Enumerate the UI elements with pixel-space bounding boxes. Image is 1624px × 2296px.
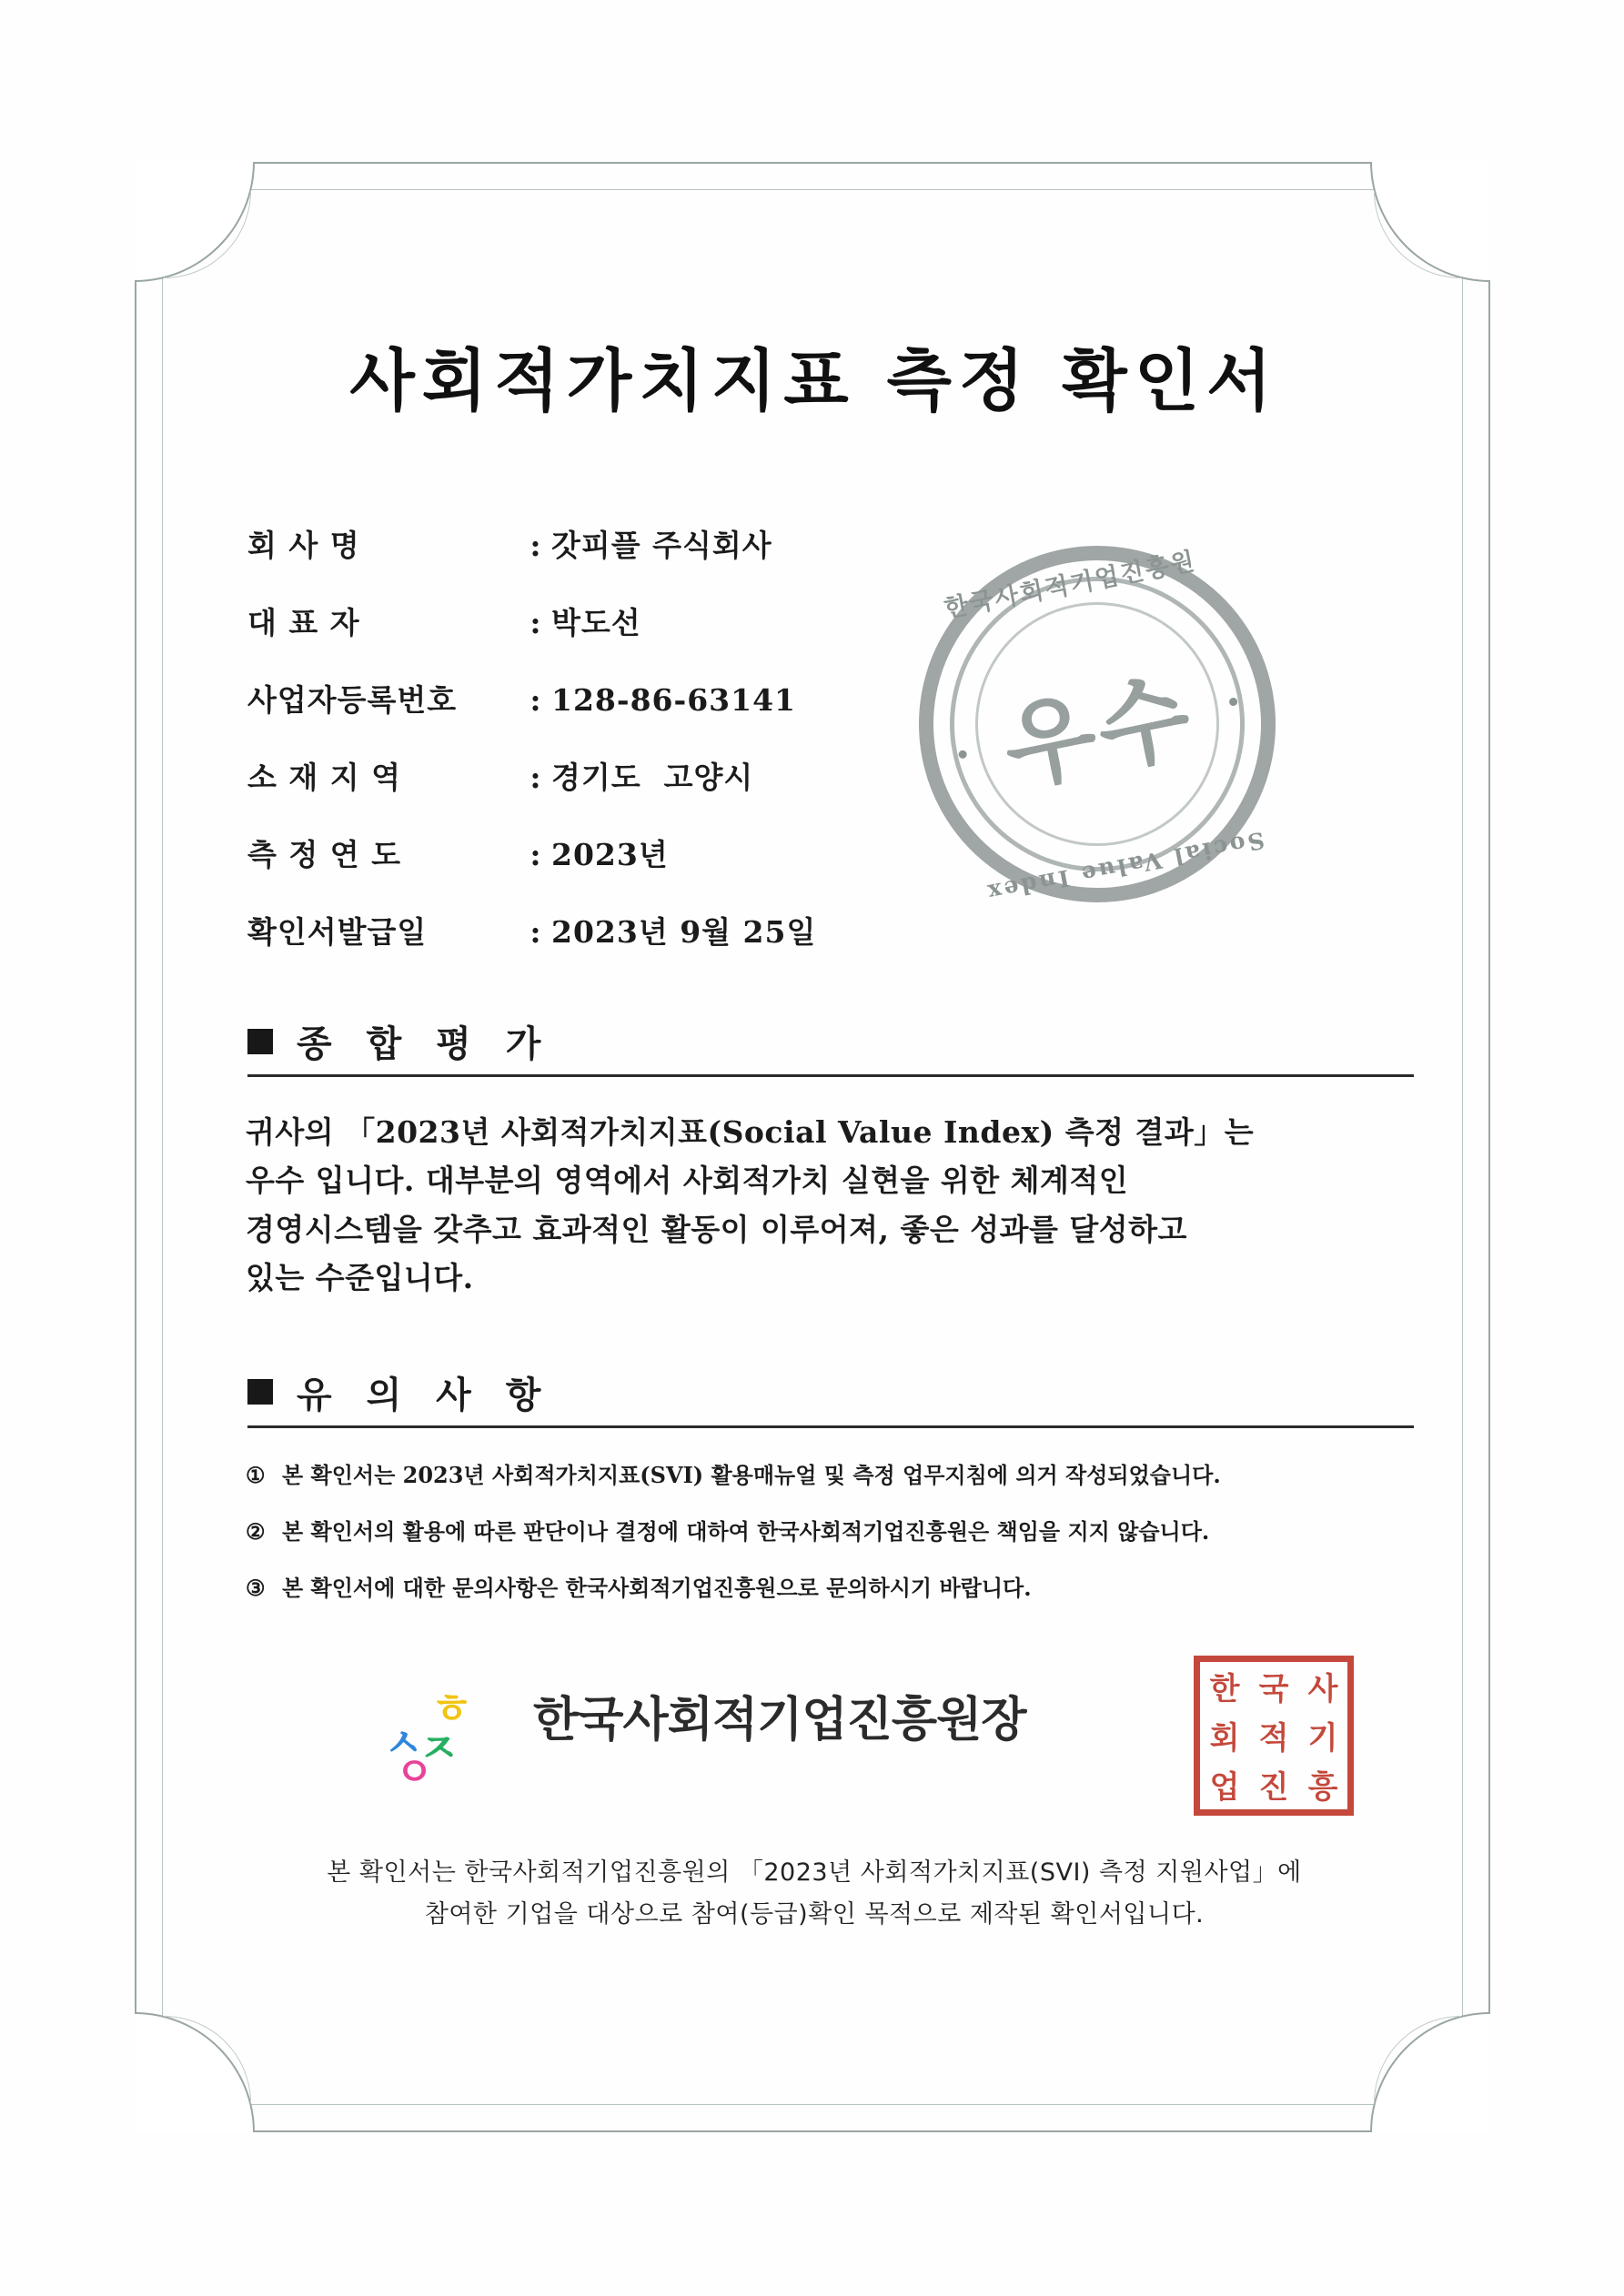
field-colon: : [530,837,542,872]
field-value: 2023년 9월 25일 [551,914,817,950]
paragraph-line: 있는 수준입니다. [246,1260,474,1296]
section-overall-evaluation [209,1015,1419,1303]
logo-glyph: ㅈ [419,1723,459,1773]
bullet-square-icon [247,1029,273,1054]
field-list [247,522,1419,952]
bullet-square-icon [247,1379,273,1405]
stamp-char: 한 [1209,1671,1240,1708]
paragraph-line: 귀사의 「2023년 사회적가치지표(Social Value Index) 측정 결과」는 [246,1114,1255,1150]
stamp-char: 업 [1209,1769,1240,1807]
stamp-char: 국 [1258,1671,1289,1708]
field-label: 확인서발급일 [247,914,428,950]
section-notice [209,1366,1419,1605]
notice-text: 본 확인서는 2023년 사회적가치지표(SVI) 활용매뉴얼 및 측정 업무지침에 의거 작성되었습니다. [282,1461,1221,1488]
logo-glyph: ㅅ [384,1719,423,1767]
field-label: 소 재 지 역 [247,760,401,795]
section-title: 유 의 사 항 [297,1373,552,1416]
notice-item [246,1516,1414,1548]
closing-line: 본 확인서는 한국사회적기업진흥원의 「2023년 사회적가치지표(SVI) 측정 지원사업」에 [327,1858,1302,1887]
field-issue-date [247,909,1419,952]
notice-list [246,1459,1414,1605]
field-company-name [247,522,1419,565]
field-value: 2023년 [551,837,669,872]
notice-item [246,1459,1414,1492]
field-measurement-year [247,831,1419,874]
field-colon: : [530,682,542,718]
issuer-row [209,1656,1419,1828]
field-value: 경기도 고양시 [551,760,754,795]
notice-number: ③ [246,1574,266,1601]
stamp-char: 적 [1258,1720,1289,1757]
certificate-content [209,273,1419,1936]
field-label: 회 사 명 [247,528,360,563]
stamp-char: 기 [1307,1720,1338,1757]
notice-item [246,1572,1414,1605]
stamp-char: 흥 [1307,1769,1338,1807]
field-value: 갓피플 주식회사 [551,528,772,563]
field-label: 사업자등록번호 [247,682,458,718]
notice-text: 본 확인서의 활용에 따른 판단이나 결정에 대하여 한국사회적기업진흥원은 책임을 지지 않습니다. [282,1517,1210,1545]
overall-evaluation-paragraph [246,1108,1412,1303]
section-heading-row [247,1366,1414,1428]
field-colon: : [530,760,542,795]
page-title: 사회적가치지표 측정 확인서 [349,342,1279,420]
closing-statement [246,1852,1383,1936]
notice-number: ① [246,1461,266,1488]
seal-index-text: Social Value Index [983,826,1267,907]
field-colon: : [530,605,542,640]
notice-number: ② [246,1517,266,1545]
stamp-char: 사 [1307,1671,1338,1708]
seal-organization-text: 한국사회적기업진흥원 [942,547,1198,623]
notice-text: 본 확인서에 대한 문의사항은 한국사회적기업진흥원으로 문의하시기 바랍니다. [282,1574,1032,1601]
field-label: 측 정 연 도 [247,837,401,872]
section-heading-row [247,1015,1414,1077]
seal-grade-text: 우수 [994,659,1203,805]
field-business-registration-number [247,677,1419,720]
logo-glyph: ㅎ [431,1683,472,1733]
field-colon: : [530,528,542,563]
field-location [247,754,1419,797]
field-value: 128-86-63141 [551,682,797,718]
issuer-name: 한국사회적기업진흥원장 [533,1692,1026,1747]
closing-line: 참여한 기업을 대상으로 참여(등급)확인 목적으로 제작된 확인서입니다. [424,1899,1205,1928]
stamp-char: 회 [1209,1720,1240,1757]
paragraph-line: 경영시스템을 갖추고 효과적인 활동이 이루어져, 좋은 성과를 달성하고 [246,1211,1187,1247]
stamp-char: 진 [1258,1769,1289,1807]
paragraph-line: 우수 입니다. 대부분의 영역에서 사회적가치 실현을 위한 체계적인 [246,1163,1129,1199]
logo-glyph: ㅇ [395,1748,434,1796]
field-value: 박도선 [551,605,641,640]
field-label: 대 표 자 [247,605,360,640]
field-representative [247,599,1419,642]
red-seal-stamp [1194,1656,1354,1816]
section-title: 종 합 평 가 [297,1022,552,1065]
organization-logo-icon [384,1676,530,1796]
field-colon: : [530,914,542,950]
